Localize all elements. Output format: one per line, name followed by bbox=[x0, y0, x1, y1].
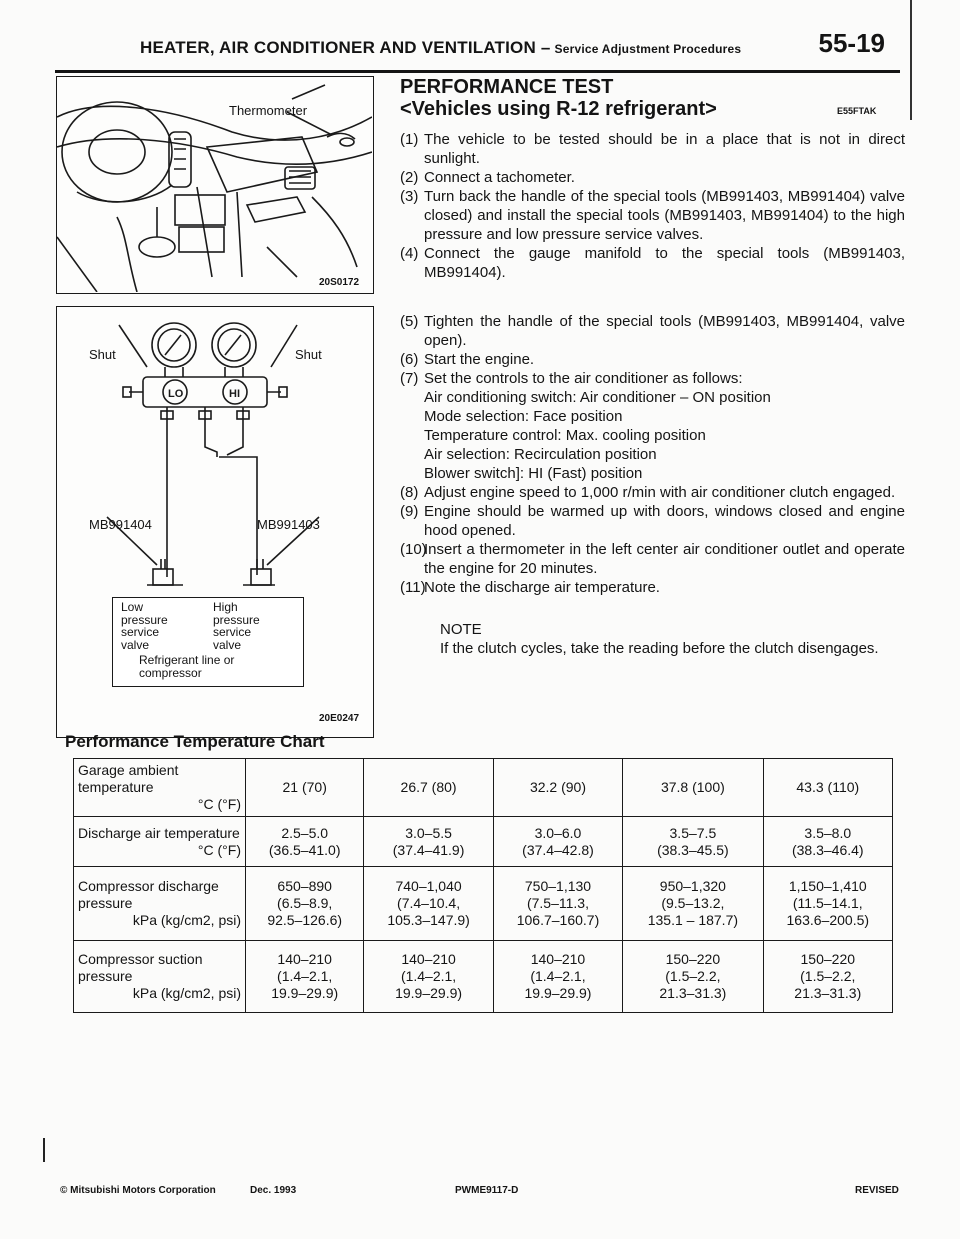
section-code: E55FTAK bbox=[837, 106, 877, 116]
table-cell: 650–890 (6.5–8.9, 92.5–126.6) bbox=[246, 867, 364, 941]
figure-dashboard bbox=[56, 76, 374, 294]
high-valve-label: High pressure service valve bbox=[213, 600, 260, 652]
section-subtitle: <Vehicles using R-12 refrigerant> bbox=[400, 98, 717, 120]
row-header: Compressor discharge pressure kPa (kg/cm2, psi) bbox=[74, 867, 246, 941]
row-header: Discharge air temperature °C (°F) bbox=[74, 817, 246, 867]
table-row bbox=[74, 817, 893, 867]
performance-temperature-table bbox=[73, 758, 893, 1013]
table-cell: 950–1,320 (9.5–13.2, 135.1 – 187.7) bbox=[623, 867, 763, 941]
step-item: (8) Adjust engine speed to 1,000 r/min with air conditioner clutch engaged. bbox=[400, 484, 896, 501]
table-cell: 2.5–5.0 (36.5–41.0) bbox=[246, 817, 364, 867]
table-title: Performance Temperature Chart bbox=[65, 732, 325, 751]
margin-mark bbox=[43, 1138, 45, 1162]
table-cell: 140–210 (1.4–2.1, 19.9–29.9) bbox=[364, 941, 493, 1013]
step-item: (5) Tighten the handle of the special tools (MB991403, MB991404, valve open). bbox=[400, 313, 905, 349]
figure-id: 20S0172 bbox=[319, 277, 360, 288]
table-cell: 26.7 (80) bbox=[364, 759, 493, 817]
control-setting: Blower switch]: HI (Fast) position bbox=[424, 465, 643, 482]
table-cell: 21 (70) bbox=[246, 759, 364, 817]
table-cell: 150–220 (1.5–2.2, 21.3–31.3) bbox=[623, 941, 763, 1013]
footer-doc-code: PWME9117-D bbox=[455, 1185, 519, 1196]
step-item: (3) Turn back the handle of the special tools (MB991403, MB991404) valve closed) and install the special tools (MB991403, MB991404) to the high pressure and low pressure service valves. bbox=[400, 188, 905, 243]
control-setting: Air selection: Recirculation position bbox=[424, 446, 657, 463]
figure-gauge-manifold bbox=[56, 306, 374, 738]
procedure-steps-2 bbox=[400, 312, 905, 597]
table-cell: 3.0–5.5 (37.4–41.9) bbox=[364, 817, 493, 867]
table-cell: 3.5–7.5 (38.3–45.5) bbox=[623, 817, 763, 867]
table-cell: 750–1,130 (7.5–11.3, 106.7–160.7) bbox=[493, 867, 622, 941]
table-cell: 37.8 (100) bbox=[623, 759, 763, 817]
table-row bbox=[74, 759, 893, 817]
table-cell: 32.2 (90) bbox=[493, 759, 622, 817]
step-item: (6) Start the engine. bbox=[400, 351, 535, 368]
header-subtitle: Service Adjustment Procedures bbox=[554, 42, 742, 56]
thermometer-label: Thermometer bbox=[229, 103, 308, 118]
figure-id: 20E0247 bbox=[319, 713, 360, 724]
table-cell: 740–1,040 (7.4–10.4, 105.3–147.9) bbox=[364, 867, 493, 941]
table-cell: 3.5–8.0 (38.3–46.4) bbox=[763, 817, 892, 867]
footer-copyright: © Mitsubishi Motors Corporation bbox=[60, 1185, 216, 1196]
footer-status: REVISED bbox=[855, 1185, 899, 1196]
table-row bbox=[74, 867, 893, 941]
step-item: (11) Note the discharge air temperature. bbox=[400, 579, 660, 596]
table-cell: 150–220 (1.5–2.2, 21.3–31.3) bbox=[763, 941, 892, 1013]
page-number: 55-19 bbox=[818, 28, 885, 58]
table-cell: 3.0–6.0 (37.4–42.8) bbox=[493, 817, 622, 867]
table-cell: 140–210 (1.4–2.1, 19.9–29.9) bbox=[493, 941, 622, 1013]
tool-left-label: MB991404 bbox=[89, 517, 152, 532]
step-item: (2) Connect a tachometer. bbox=[400, 169, 575, 186]
section-title: PERFORMANCE TEST bbox=[400, 76, 614, 98]
row-header: Compressor suction pressure kPa (kg/cm2, psi) bbox=[74, 941, 246, 1013]
control-setting: Air conditioning switch: Air conditioner – ON position bbox=[424, 389, 771, 406]
control-setting: Mode selection: Face position bbox=[424, 408, 623, 425]
gauge-hi-label: HI bbox=[229, 388, 240, 400]
header-rule bbox=[55, 70, 900, 73]
procedure-steps-1 bbox=[400, 130, 905, 282]
valve-legend-box bbox=[112, 597, 304, 687]
low-valve-label: Low pressure service valve bbox=[121, 600, 168, 652]
table-row bbox=[74, 941, 893, 1013]
binding-edge-line bbox=[910, 0, 912, 120]
row-header: Garage ambient temperature °C (°F) bbox=[74, 759, 246, 817]
step-item: (7) Set the controls to the air conditioner as follows: Air conditioning switch: Air conditioner – ON position Mode selection: Face position Temperature control: Max. cooling position Air selection: Recirculation position Blower switch]: HI (Fast) position bbox=[400, 369, 905, 483]
gauge-lo-label: LO bbox=[168, 388, 184, 400]
header-title: HEATER, AIR CONDITIONER AND VENTILATION – Service Adjustment Procedures bbox=[140, 38, 742, 57]
refrigerant-line-label: Refrigerant line or compressor bbox=[139, 653, 235, 680]
footer-date: Dec. 1993 bbox=[250, 1185, 297, 1196]
dashboard-illustration bbox=[57, 77, 372, 292]
control-setting: Temperature control: Max. cooling position bbox=[424, 427, 706, 444]
table-cell: 140–210 (1.4–2.1, 19.9–29.9) bbox=[246, 941, 364, 1013]
shut-right-label: Shut bbox=[295, 347, 322, 362]
note-block bbox=[440, 620, 905, 658]
page-header bbox=[140, 28, 885, 68]
note-heading: NOTE bbox=[440, 621, 482, 638]
table-cell: 43.3 (110) bbox=[763, 759, 892, 817]
note-text: If the clutch cycles, take the reading before the clutch disengages. bbox=[440, 640, 879, 657]
step-item: (1) The vehicle to be tested should be in a place that is not in direct sunlight. bbox=[400, 131, 905, 167]
tool-right-label: MB991403 bbox=[257, 517, 320, 532]
step-item: (4) Connect the gauge manifold to the special tools (MB991403, MB991404). bbox=[400, 245, 905, 281]
shut-left-label: Shut bbox=[89, 347, 116, 362]
step-item: (10) Insert a thermometer in the left center air conditioner outlet and operate the engine for 20 minutes. bbox=[400, 541, 905, 577]
step-item: (9) Engine should be warmed up with doors, windows closed and engine hood opened. bbox=[400, 503, 905, 539]
table-cell: 1,150–1,410 (11.5–14.1, 163.6–200.5) bbox=[763, 867, 892, 941]
